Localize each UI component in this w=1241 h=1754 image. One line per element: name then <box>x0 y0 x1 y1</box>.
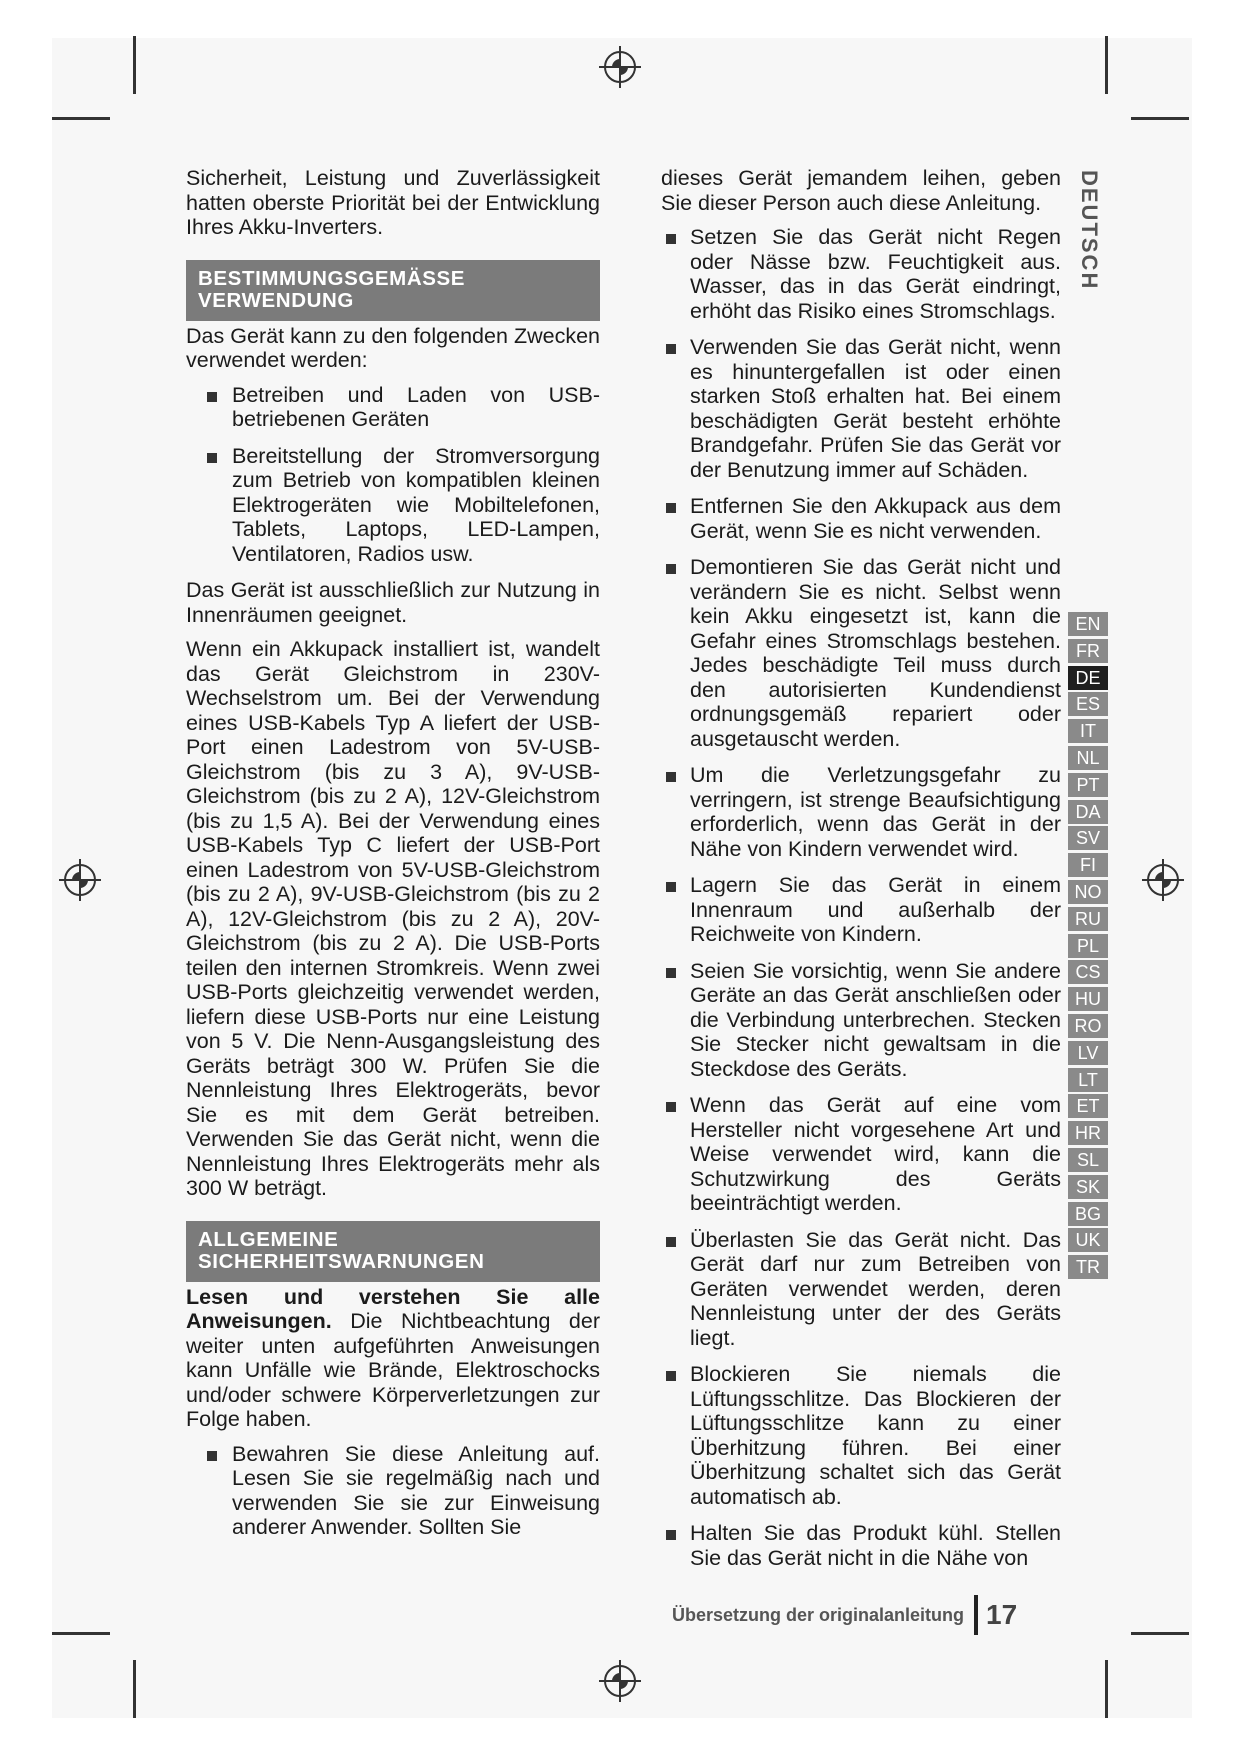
crop-mark <box>1105 36 1108 94</box>
list-item: Überlasten Sie das Gerät nicht. Das Gerät darf nur zum Betreiben von Geräten verwendet werden, deren Nennleistung unter der des Geräts liegt. <box>661 1228 1061 1351</box>
section-heading-safety: ALLGEMEINE SICHERHEITSWARNUNGEN <box>186 1221 600 1282</box>
language-tab[interactable]: CS <box>1068 960 1108 984</box>
crop-mark <box>133 1660 136 1718</box>
bullet-square-icon <box>666 1530 676 1540</box>
language-section-title: DEUTSCH <box>1077 170 1102 291</box>
section-heading-intended-use: BESTIMMUNGSGEMÄSSE VERWENDUNG <box>186 260 600 321</box>
list-item: Entfernen Sie den Akkupack aus dem Gerät, wenn Sie es nicht verwenden. <box>661 494 1061 543</box>
list-item: Bewahren Sie diese Anleitung auf. Lesen Sie sie regelmäßig nach und verwenden Sie sie zur Einweisung anderer Anwender. Sollten Sie <box>186 1442 600 1540</box>
language-tab[interactable]: IT <box>1068 719 1108 743</box>
crop-mark <box>1105 1660 1108 1718</box>
language-tab[interactable]: FR <box>1068 639 1108 663</box>
purpose-list <box>186 383 600 567</box>
registration-mark-icon <box>57 857 103 903</box>
crop-mark <box>1131 1632 1189 1635</box>
language-tab[interactable]: SK <box>1068 1175 1108 1199</box>
list-item: Lagern Sie das Gerät in einem Innenraum und außerhalb der Reichweite von Kindern. <box>661 873 1061 947</box>
bullet-square-icon <box>666 564 676 574</box>
registration-mark-icon <box>1140 857 1186 903</box>
bullet-square-icon <box>207 392 217 402</box>
language-tab[interactable]: ET <box>1068 1094 1108 1118</box>
indoor-only-paragraph: Das Gerät ist ausschließlich zur Nutzung in Innenräumen geeignet. <box>186 578 600 627</box>
bullet-square-icon <box>666 882 676 892</box>
list-item: Um die Verletzungsgefahr zu verringern, ist strenge Beaufsichtigung erforderlich, wenn das Gerät in der Nähe von Kindern verwendet wird. <box>661 763 1061 861</box>
language-tab[interactable]: PT <box>1068 773 1108 797</box>
bullet-square-icon <box>666 234 676 244</box>
language-tab[interactable]: RO <box>1068 1014 1108 1038</box>
language-tab[interactable]: SV <box>1068 826 1108 850</box>
safety-intro-text: Die Nichtbeachtung der weiter unten aufgeführten Anweisungen kann Unfälle wie Brände, Elektroschocks und/oder schwere Körperverletzungen zur Folge haben. <box>186 1309 600 1431</box>
right-column <box>661 166 1061 1582</box>
bullet-square-icon <box>207 1451 217 1461</box>
list-item: Blockieren Sie niemals die Lüftungsschlitze. Das Blockieren der Lüftungsschlitze kann zu einer Überhitzung führen. Bei einer Überhitzung schaltet sich das Gerät automatisch ab. <box>661 1362 1061 1509</box>
page-number: 17 <box>986 1599 1018 1630</box>
crop-mark <box>52 1632 110 1635</box>
language-tab[interactable]: NO <box>1068 880 1108 904</box>
technical-paragraph: Wenn ein Akkupack installiert ist, wandelt das Gerät Gleichstrom in 230V-Wechselstrom um. Bei der Verwendung eines USB-Kabels Typ A liefert der USB-Port einen Ladestrom von 5V-USB-Gleichstrom (bis zu 3 A), 9V-USB-Gleichstrom (bis zu 2 A), 12V-Gleichstrom (bis zu 1,5 A). Bei der Verwendung eines USB-Kabels Typ C liefert der USB-Port einen Ladestrom von 5V-USB-Gleichstrom (bis zu 2 A), 9V-USB-Gleichstrom (bis zu 2 A), 12V-Gleichstrom (bis zu 2 A), 20V-Gleichstrom (bis zu 2 A). Die USB-Ports teilen den internen Stromkreis. Wenn zwei USB-Ports gleichzeitig verwendet werden, liefern diese USB-Ports nur eine Leistung von 5 V. Die Nenn-Ausgangsleistung des Geräts beträgt 300 W. Prüfen Sie die Nennleistung Ihres Elektrogeräts, bevor Sie es mit dem Gerät betreiben. Verwenden Sie das Gerät nicht, wenn die Nennleistung Ihres Elektrogeräts mehr als 300 W beträgt. <box>186 637 600 1200</box>
safety-intro-bold: Lesen und verstehen Sie alle Anweisungen. <box>186 1284 600 1333</box>
language-tab[interactable]: HR <box>1068 1121 1108 1145</box>
list-item: Halten Sie das Produkt kühl. Stellen Sie das Gerät nicht in die Nähe von <box>661 1521 1061 1570</box>
bullet-square-icon <box>207 453 217 463</box>
language-tab[interactable]: RU <box>1068 907 1108 931</box>
language-tab[interactable]: PL <box>1068 934 1108 958</box>
language-tab[interactable]: EN <box>1068 612 1108 636</box>
left-column <box>186 166 600 1552</box>
purpose-intro: Das Gerät kann zu den folgenden Zwecken verwendet werden: <box>186 323 600 372</box>
bullet-square-icon <box>666 1237 676 1247</box>
registration-mark-icon <box>597 1658 643 1704</box>
list-item: Wenn das Gerät auf eine vom Hersteller nicht vorgesehene Art und Weise verwendet wird, kann die Schutzwirkung des Geräts beeinträchtigt werden. <box>661 1093 1061 1216</box>
language-tab[interactable]: HU <box>1068 987 1108 1011</box>
language-tab[interactable]: TR <box>1068 1255 1108 1279</box>
bullet-square-icon <box>666 772 676 782</box>
bullet-square-icon <box>666 968 676 978</box>
language-tab[interactable]: BG <box>1068 1202 1108 1226</box>
continuation-paragraph: dieses Gerät jemandem leihen, geben Sie dieser Person auch diese Anleitung. <box>661 166 1061 215</box>
crop-mark <box>52 117 110 120</box>
language-tab[interactable]: LT <box>1068 1068 1108 1092</box>
page-footer <box>672 1596 1017 1634</box>
list-item: Verwenden Sie das Gerät nicht, wenn es hinuntergefallen ist oder einen starken Stoß erhalten hat. Bei einem beschädigten Gerät besteht erhöhte Brandgefahr. Prüfen Sie das Gerät vor der Benutzung immer auf Schäden. <box>661 335 1061 482</box>
bullet-square-icon <box>666 1371 676 1381</box>
bullet-square-icon <box>666 503 676 513</box>
list-item: Setzen Sie das Gerät nicht Regen oder Nässe bzw. Feuchtigkeit aus. Wasser, das in das Gerät eindringt, erhöht das Risiko eines Stromschlags. <box>661 225 1061 323</box>
keep-manual-list <box>186 1442 600 1540</box>
language-tab[interactable]: SL <box>1068 1148 1108 1172</box>
language-tab[interactable]: ES <box>1068 692 1108 716</box>
footer-divider <box>974 1595 978 1635</box>
crop-mark <box>133 36 136 94</box>
bullet-square-icon <box>666 1102 676 1112</box>
language-tab[interactable]: FI <box>1068 853 1108 877</box>
bullet-square-icon <box>666 344 676 354</box>
registration-mark-icon <box>597 44 643 90</box>
list-item: Seien Sie vorsichtig, wenn Sie andere Geräte an das Gerät anschließen oder die Verbindung unterbrechen. Stecken Sie Stecker nicht gewaltsam in die Steckdose des Geräts. <box>661 959 1061 1082</box>
language-tab[interactable]: UK <box>1068 1228 1108 1252</box>
language-tab-list <box>1068 612 1108 1282</box>
crop-mark <box>1131 117 1189 120</box>
list-item: Demontieren Sie das Gerät nicht und verändern Sie es nicht. Selbst wenn kein Akku eingesetzt ist, kann die Gefahr eines Stromschlags bestehen. Jedes beschädigte Teil muss durch den autorisierten Kundendienst ordnungsgemäß repariert oder ausgetauscht werden. <box>661 555 1061 751</box>
language-tab[interactable]: LV <box>1068 1041 1108 1065</box>
list-item: Bereitstellung der Stromversorgung zum Betrieb von kompatiblen kleinen Elektrogeräten wie Mobiltelefonen, Tablets, Laptops, LED-Lampen, Ventilatoren, Radios usw. <box>186 444 600 567</box>
language-tab[interactable]: DA <box>1068 800 1108 824</box>
language-tab-active[interactable]: DE <box>1068 666 1108 690</box>
safety-intro-paragraph <box>186 1285 600 1432</box>
language-tab[interactable]: NL <box>1068 746 1108 770</box>
warnings-list <box>661 225 1061 1570</box>
intro-paragraph: Sicherheit, Leistung und Zuverlässigkeit hatten oberste Priorität bei der Entwicklung Ihres Akku-Inverters. <box>186 166 600 239</box>
list-item: Betreiben und Laden von USB-betriebenen Geräten <box>186 383 600 432</box>
footer-text: Übersetzung der originalanleitung <box>672 1604 965 1625</box>
